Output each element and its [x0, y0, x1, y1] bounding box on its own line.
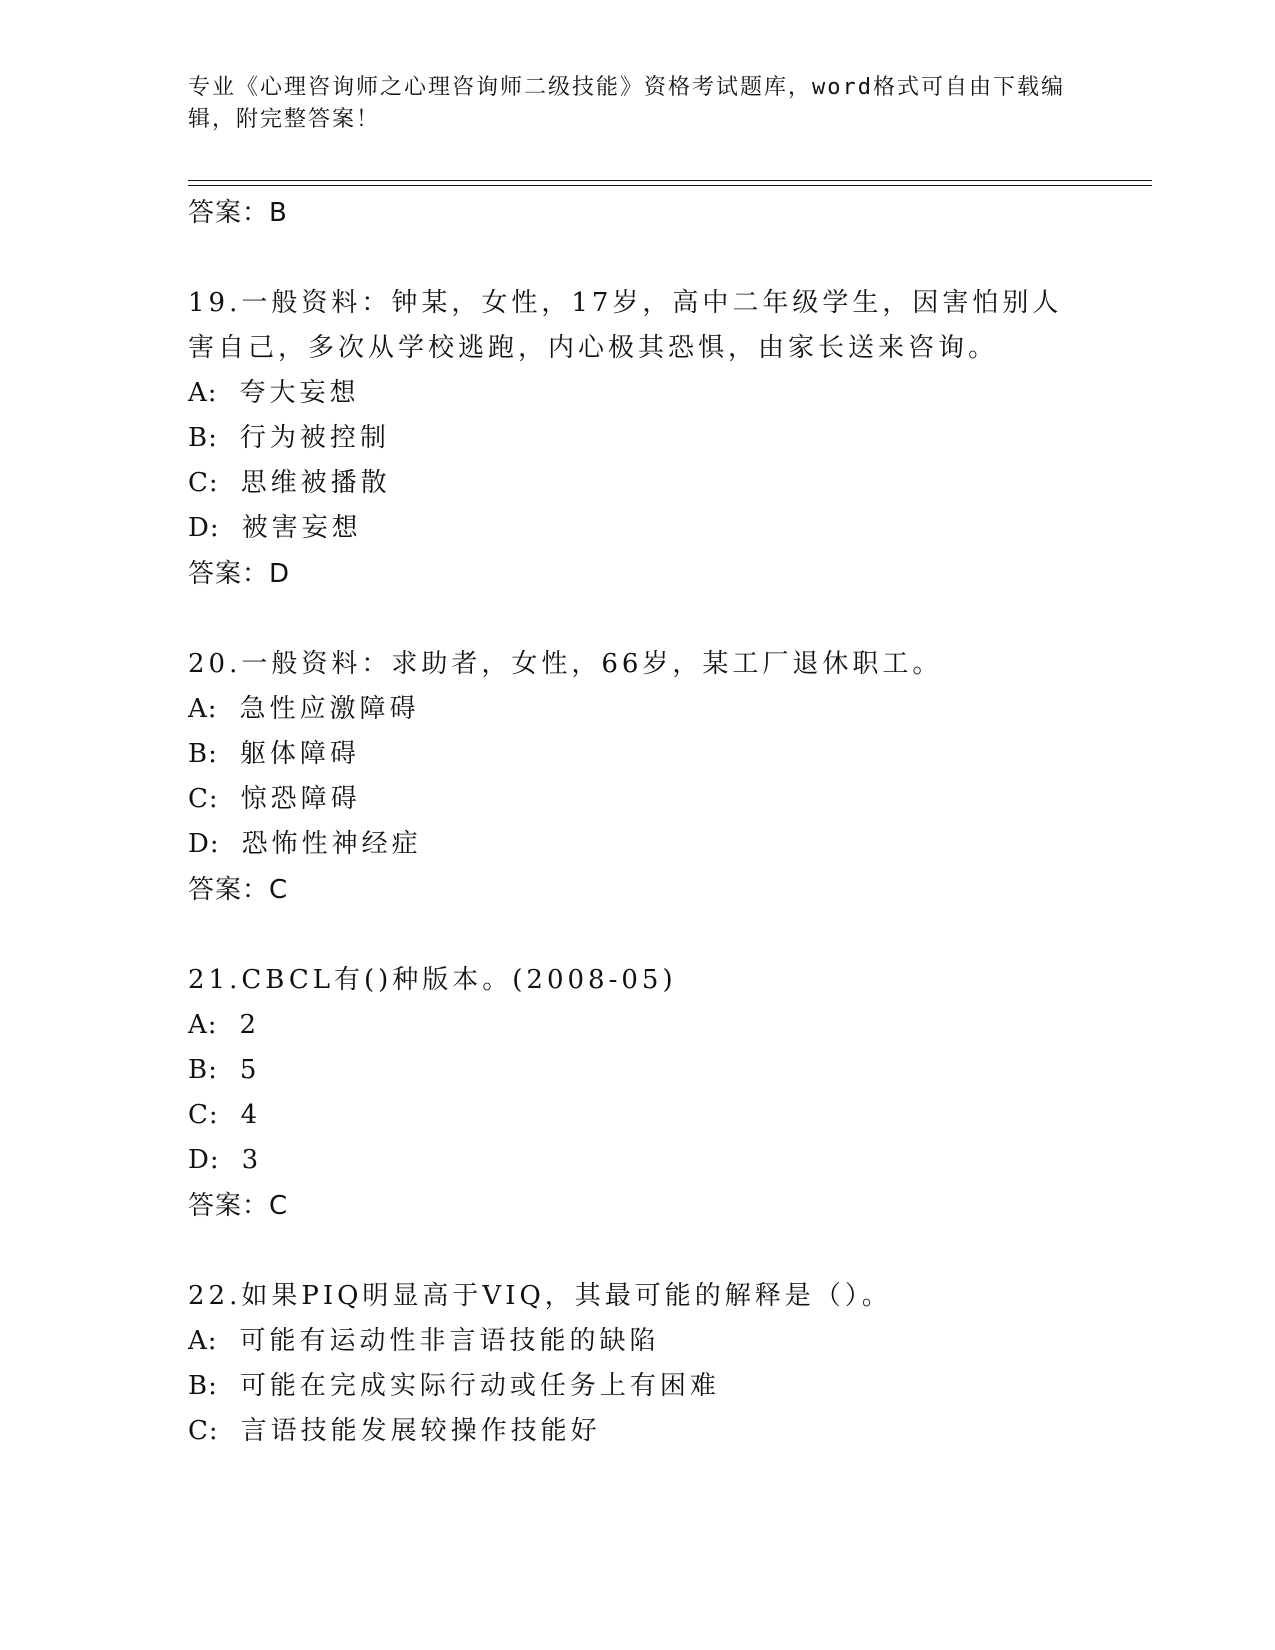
question-20 [188, 642, 1088, 913]
option-text: 言语技能发展较操作技能好 [240, 1416, 601, 1446]
question-text: 22.如果PIQ明显高于VIQ，其最可能的解释是（）。 [188, 1281, 892, 1311]
option-text: 2 [239, 1010, 261, 1040]
option-text: 恐怖性神经症 [241, 829, 422, 859]
option-a [188, 1319, 1088, 1364]
answer-value: B [269, 198, 287, 228]
option-letter: C: [188, 1100, 219, 1130]
header-rule-bottom [188, 185, 1152, 186]
option-text: 夸大妄想 [239, 378, 360, 408]
answer-value: D [269, 559, 290, 589]
question-19 [188, 281, 1088, 597]
option-letter: A: [188, 1326, 218, 1356]
answer-line [188, 867, 1088, 913]
option-d [188, 1138, 1088, 1183]
option-text: 可能在完成实际行动或任务上有困难 [239, 1371, 720, 1401]
option-letter: B: [188, 739, 218, 769]
answer-label: 答案： [188, 559, 270, 589]
option-letter: D: [188, 513, 220, 543]
question-list [188, 190, 1088, 1454]
option-c [188, 1409, 1088, 1454]
option-c [188, 777, 1088, 822]
option-b [188, 732, 1088, 777]
option-c [188, 1093, 1088, 1138]
option-c [188, 461, 1088, 506]
question-text: 19.一般资料：钟某，女性，17岁，高中二年级学生，因害怕别人害自己，多次从学校逃跑，内心极其恐惧，由家长送来咨询。 [188, 288, 1063, 363]
question-text: 21.CBCL有()种版本。(2008-05) [188, 965, 677, 995]
option-text: 3 [241, 1145, 263, 1175]
option-a [188, 371, 1088, 416]
option-text: 躯体障碍 [239, 739, 360, 769]
option-text: 5 [239, 1055, 261, 1085]
option-a [188, 687, 1088, 732]
option-letter: B: [188, 1371, 218, 1401]
option-a [188, 1003, 1088, 1048]
answer-value: C [269, 1191, 288, 1221]
answer-label: 答案： [188, 198, 270, 228]
answer-line [188, 551, 1088, 597]
option-b [188, 1048, 1088, 1093]
option-letter: D: [188, 1145, 220, 1175]
question-22 [188, 1274, 1088, 1454]
option-text: 思维被播散 [240, 468, 391, 498]
question-text: 20.一般资料：求助者，女性，66岁，某工厂退休职工。 [188, 649, 943, 679]
document-header: 专业《心理咨询师之心理咨询师二级技能》资格考试题库，word格式可自由下载编辑，附完整答案！ [188, 75, 1065, 132]
option-d [188, 506, 1088, 551]
option-text: 被害妄想 [241, 513, 362, 543]
option-text: 急性应激障碍 [239, 694, 420, 724]
option-d [188, 822, 1088, 867]
header-rule-top [188, 180, 1152, 181]
option-letter: C: [188, 468, 219, 498]
question-21 [188, 958, 1088, 1229]
option-b [188, 416, 1088, 461]
answer-line [188, 1183, 1088, 1229]
option-letter: A: [188, 378, 218, 408]
option-letter: B: [188, 1055, 218, 1085]
option-letter: B: [188, 423, 218, 453]
answer-value: C [269, 875, 288, 905]
answer-label: 答案： [188, 1191, 270, 1221]
option-text: 4 [240, 1100, 262, 1130]
option-text: 行为被控制 [239, 423, 390, 453]
option-b [188, 1364, 1088, 1409]
option-text: 可能有运动性非言语技能的缺陷 [239, 1326, 660, 1356]
option-letter: C: [188, 1416, 219, 1446]
option-letter: A: [188, 694, 218, 724]
option-letter: C: [188, 784, 219, 814]
option-letter: A: [188, 1010, 218, 1040]
answer-line-prev [188, 190, 1088, 236]
answer-label: 答案： [188, 875, 270, 905]
option-text: 惊恐障碍 [240, 784, 361, 814]
option-letter: D: [188, 829, 220, 859]
